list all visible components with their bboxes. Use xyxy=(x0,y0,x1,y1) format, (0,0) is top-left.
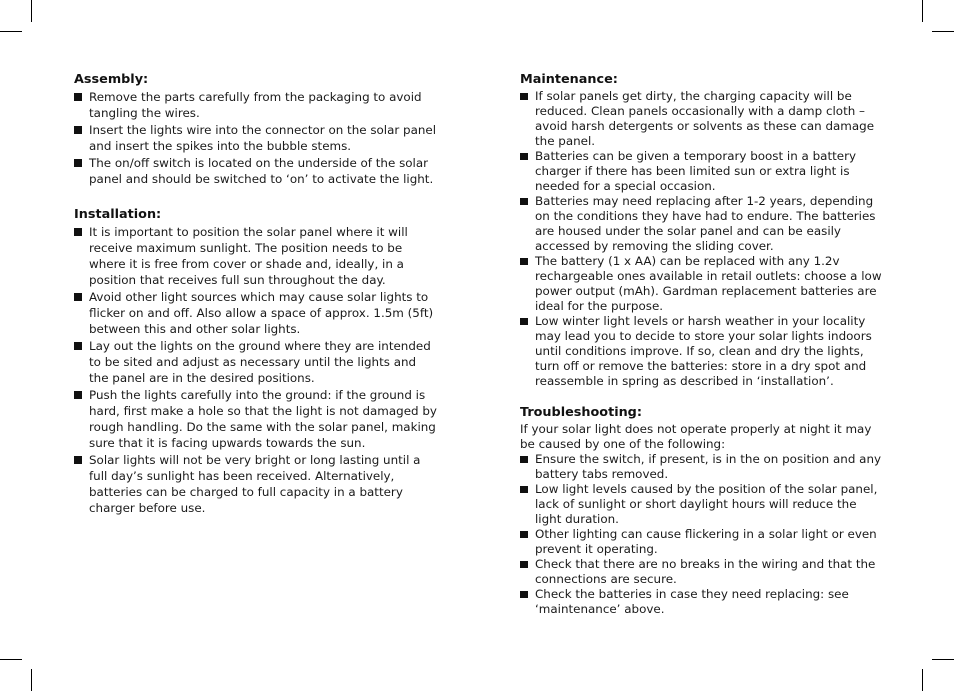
list-item: Ensure the switch, if present, is in the on position and any battery tabs removed. xyxy=(520,452,882,482)
maintenance-list xyxy=(520,89,882,389)
bullet-square-icon xyxy=(520,93,528,101)
list-item: Avoid other light sources which may cause solar lights to flicker on and off. Also allow a space of approx. 1.5m (5ft) between this and other solar lights. xyxy=(74,289,438,337)
bullet-square-icon xyxy=(520,318,528,326)
list-item: Check that there are no breaks in the wiring and that the connections are secure. xyxy=(520,557,882,587)
assembly-list xyxy=(74,89,438,187)
crop-mark xyxy=(922,0,923,22)
maintenance-heading: Maintenance: xyxy=(520,72,618,87)
right-column xyxy=(520,72,882,617)
list-item: Low light levels caused by the position of the solar panel, lack of sunlight or short daylight hours will reduce the light duration. xyxy=(520,482,882,527)
list-item: Lay out the lights on the ground where they are intended to be sited and adjust as necessary until the lights and the panel are in the desired positions. xyxy=(74,338,438,386)
left-column xyxy=(74,72,438,517)
installation-section xyxy=(74,207,438,516)
list-item: Check the batteries in case they need replacing: see ‘maintenance’ above. xyxy=(520,587,882,617)
crop-mark xyxy=(0,31,22,32)
crop-mark xyxy=(922,669,923,691)
list-item: Batteries may need replacing after 1-2 years, depending on the conditions they have had to endure. The batteries are housed under the solar panel and can be easily accessed by removing the sliding cover. xyxy=(520,194,882,254)
installation-heading: Installation: xyxy=(74,207,162,222)
troubleshooting-heading: Troubleshooting: xyxy=(520,405,642,420)
bullet-square-icon xyxy=(74,228,82,236)
list-item: Other lighting can cause flickering in a solar light or even prevent it operating. xyxy=(520,527,882,557)
bullet-square-icon xyxy=(520,591,528,599)
bullet-square-icon xyxy=(520,153,528,161)
bullet-square-icon xyxy=(520,258,528,266)
crop-mark xyxy=(932,659,954,660)
list-item: Solar lights will not be very bright or long lasting until a full day’s sunlight has been received. Alternatively, batteries can be charged to full capacity in a battery charger before use. xyxy=(74,452,438,516)
bullet-square-icon xyxy=(74,342,82,350)
bullet-square-icon xyxy=(520,198,528,206)
list-item: Push the lights carefully into the ground: if the ground is hard, first make a hole so that the light is not damaged by rough handling. Do the same with the solar panel, making sure that it is facing upwards towards the sun. xyxy=(74,387,438,451)
bullet-square-icon xyxy=(520,456,528,464)
installation-list xyxy=(74,224,438,516)
list-item: The on/off switch is located on the underside of the solar panel and should be switched to ‘on’ to activate the light. xyxy=(74,155,438,187)
crop-mark xyxy=(31,0,32,22)
list-item: Batteries can be given a temporary boost in a battery charger if there has been limited sun or extra light is needed for a special occasion. xyxy=(520,149,882,194)
troubleshooting-section xyxy=(520,405,882,617)
crop-mark xyxy=(932,31,954,32)
bullet-square-icon xyxy=(74,293,82,301)
assembly-section xyxy=(74,72,438,187)
list-item: Insert the lights wire into the connector on the solar panel and insert the spikes into the bubble stems. xyxy=(74,122,438,154)
list-item: Low winter light levels or harsh weather in your locality may lead you to decide to store your solar lights indoors until conditions improve. If so, clean and dry the lights, turn off or remove the batteries: store in a dry spot and reassemble in spring as described in ‘installation’. xyxy=(520,314,882,389)
bullet-square-icon xyxy=(74,391,82,399)
troubleshooting-list xyxy=(520,452,882,617)
list-item: If solar panels get dirty, the charging capacity will be reduced. Clean panels occasionally with a damp cloth – avoid harsh detergents or solvents as these can damage the panel. xyxy=(520,89,882,149)
bullet-square-icon xyxy=(520,486,528,494)
troubleshooting-intro: If your solar light does not operate properly at night it may be caused by one of the following: xyxy=(520,422,872,451)
list-item: The battery (1 x AA) can be replaced with any 1.2v rechargeable ones available in retail outlets: choose a low power output (mAh). Gardman replacement batteries are ideal for the purpose. xyxy=(520,254,882,314)
assembly-heading: Assembly: xyxy=(74,72,149,87)
maintenance-section xyxy=(520,72,882,389)
crop-mark xyxy=(0,659,22,660)
crop-mark xyxy=(31,669,32,691)
bullet-square-icon xyxy=(74,126,82,134)
bullet-square-icon xyxy=(74,456,82,464)
bullet-square-icon xyxy=(74,159,82,167)
bullet-square-icon xyxy=(520,561,528,569)
bullet-square-icon xyxy=(520,531,528,539)
list-item: It is important to position the solar panel where it will receive maximum sunlight. The position needs to be where it is free from cover or shade and, ideally, in a position that receives full sun throughout the day. xyxy=(74,224,438,288)
list-item: Remove the parts carefully from the packaging to avoid tangling the wires. xyxy=(74,89,438,121)
bullet-square-icon xyxy=(74,93,82,101)
